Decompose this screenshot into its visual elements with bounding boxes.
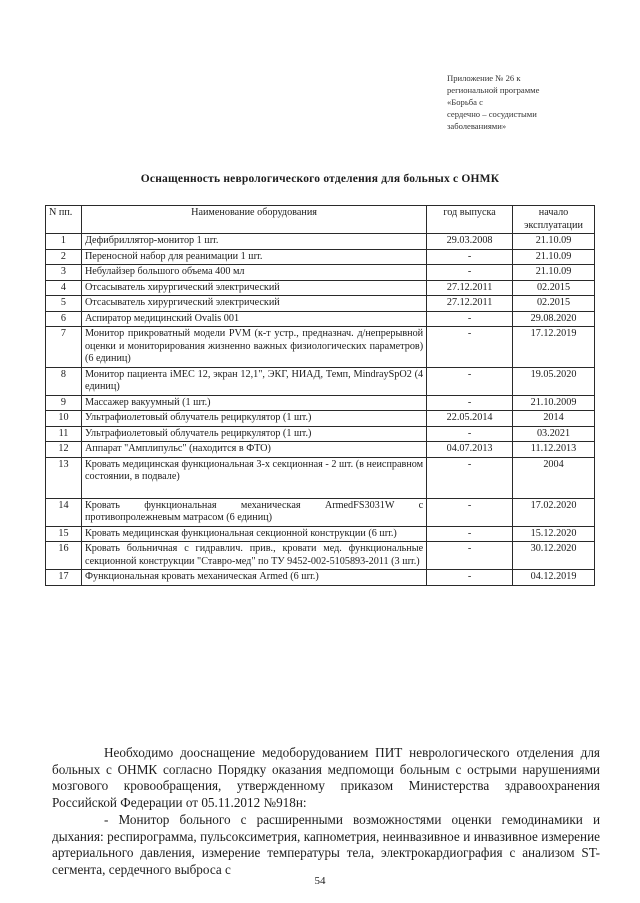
table-row	[46, 280, 595, 296]
release-year: -	[427, 249, 513, 265]
table-row	[46, 526, 595, 542]
equipment-name: Ультрафиолетовый облучатель рециркулятор (1 шт.)	[81, 426, 426, 442]
operation-start: 03.2021	[513, 426, 595, 442]
operation-start: 11.12.2013	[513, 442, 595, 458]
release-year: -	[427, 327, 513, 368]
body-text	[52, 745, 600, 879]
table-row	[46, 367, 595, 395]
appendix-line: заболеваниями»	[447, 121, 507, 131]
operation-start: 02.2015	[513, 280, 595, 296]
appendix-line: «Борьба с	[447, 97, 483, 107]
row-number: 15	[46, 526, 82, 542]
row-number: 7	[46, 327, 82, 368]
release-year: 22.05.2014	[427, 411, 513, 427]
row-number: 13	[46, 457, 82, 498]
row-number: 6	[46, 311, 82, 327]
operation-start: 2014	[513, 411, 595, 427]
table-row	[46, 395, 595, 411]
table-header-row	[46, 206, 595, 234]
release-year: -	[427, 570, 513, 586]
release-year: 27.12.2011	[427, 296, 513, 312]
equipment-table	[45, 205, 595, 586]
paragraph: - Монитор больного с расширенными возможностями оценки гемодинамики и дыхания: респирограмма, пульсоксиметрия, капнометрия, неинвазивное и инвазивное измерение артериального давления, измерение температуры тела, электрокардиография с анализом ST-сегмента, сердечного выброса с	[52, 811, 600, 877]
operation-start: 15.12.2020	[513, 526, 595, 542]
table-row	[46, 249, 595, 265]
release-year: -	[427, 265, 513, 281]
table-row	[46, 542, 595, 570]
table-row	[46, 570, 595, 586]
operation-start: 02.2015	[513, 296, 595, 312]
table-row	[46, 234, 595, 250]
operation-start: 2004	[513, 457, 595, 498]
row-number: 5	[46, 296, 82, 312]
row-number: 2	[46, 249, 82, 265]
equipment-name: Ультрафиолетовый облучатель рециркулятор (1 шт.)	[81, 411, 426, 427]
row-number: 1	[46, 234, 82, 250]
operation-start: 21.10.09	[513, 265, 595, 281]
row-number: 10	[46, 411, 82, 427]
appendix-note	[447, 72, 617, 132]
table-row	[46, 311, 595, 327]
operation-start: 21.10.2009	[513, 395, 595, 411]
equipment-name: Кровать функциональная механическая ArmedFS3031W с противопролежневым матрасом (6 единиц)	[81, 498, 426, 526]
equipment-name: Переносной набор для реанимации 1 шт.	[81, 249, 426, 265]
release-year: -	[427, 542, 513, 570]
table-row	[46, 442, 595, 458]
release-year: -	[427, 367, 513, 395]
release-year: -	[427, 311, 513, 327]
equipment-name: Кровать медицинская функциональная 3-х секционная - 2 шт. (в неисправном состоянии, в подвале)	[81, 457, 426, 498]
table-body	[46, 234, 595, 586]
document-title: Оснащенность неврологического отделения для больных с ОНМК	[140, 173, 500, 185]
table-row	[46, 296, 595, 312]
release-year: -	[427, 457, 513, 498]
row-number: 3	[46, 265, 82, 281]
page-number: 54	[314, 875, 326, 887]
row-number: 8	[46, 367, 82, 395]
equipment-name: Кровать больничная с гидравлич. прив., кровати мед. функциональные секционной конструкции "Ставро-мед" по ТУ 9452-002-5105893-2011 (3 шт.)	[81, 542, 426, 570]
release-year: -	[427, 498, 513, 526]
equipment-name: Небулайзер большого объема 400 мл	[81, 265, 426, 281]
row-number: 14	[46, 498, 82, 526]
equipment-name: Отсасыватель хирургический электрический	[81, 296, 426, 312]
operation-start: 19.05.2020	[513, 367, 595, 395]
header-start: начало эксплуатации	[513, 206, 595, 234]
equipment-name: Монитор прикроватный модели PVM (к-т устр., предназнач. д/непрерывной оценки и мониторирования жизненно важных физиологических параметров) (6 единиц)	[81, 327, 426, 368]
equipment-name: Функциональная кровать механическая Armed (6 шт.)	[81, 570, 426, 586]
header-num: N пп.	[46, 206, 82, 234]
operation-start: 17.12.2019	[513, 327, 595, 368]
paragraph: Необходимо дооснащение медоборудованием ПИТ неврологического отделения для больных с ОНМК согласно Порядку оказания медпомощи больным с острыми нарушениями мозгового кровообращения, утвержденному приказом Министерства здравоохранения Российской Федерации от 05.11.2012 №918н:	[52, 745, 600, 811]
appendix-line: региональной программе	[447, 85, 540, 95]
appendix-line: сердечно – сосудистыми	[447, 109, 537, 119]
header-year: год выпуска	[427, 206, 513, 234]
operation-start: 04.12.2019	[513, 570, 595, 586]
table-row	[46, 426, 595, 442]
release-year: -	[427, 426, 513, 442]
row-number: 16	[46, 542, 82, 570]
row-number: 4	[46, 280, 82, 296]
equipment-name: Аппарат "Амплипульс" (находится в ФТО)	[81, 442, 426, 458]
operation-start: 21.10.09	[513, 234, 595, 250]
equipment-name: Монитор пациента iMEC 12, экран 12,1", ЭКГ, НИАД, Темп, MindraySpO2 (4 единиц)	[81, 367, 426, 395]
equipment-name: Аспиратор медицинский Ovalis 001	[81, 311, 426, 327]
release-year: -	[427, 526, 513, 542]
equipment-name: Кровать медицинская функциональная секционной конструкции (6 шт.)	[81, 526, 426, 542]
row-number: 12	[46, 442, 82, 458]
row-number: 9	[46, 395, 82, 411]
row-number: 11	[46, 426, 82, 442]
table-row	[46, 411, 595, 427]
operation-start: 21.10.09	[513, 249, 595, 265]
release-year: 27.12.2011	[427, 280, 513, 296]
table-row	[46, 327, 595, 368]
release-year: -	[427, 395, 513, 411]
operation-start: 30.12.2020	[513, 542, 595, 570]
table-row	[46, 498, 595, 526]
table-row	[46, 457, 595, 498]
release-year: 29.03.2008	[427, 234, 513, 250]
equipment-name: Дефибриллятор-монитор 1 шт.	[81, 234, 426, 250]
row-number: 17	[46, 570, 82, 586]
equipment-name: Массажер вакуумный (1 шт.)	[81, 395, 426, 411]
table-row	[46, 265, 595, 281]
appendix-line: Приложение № 26 к	[447, 73, 521, 83]
equipment-name: Отсасыватель хирургический электрический	[81, 280, 426, 296]
operation-start: 29.08.2020	[513, 311, 595, 327]
operation-start: 17.02.2020	[513, 498, 595, 526]
release-year: 04.07.2013	[427, 442, 513, 458]
header-name: Наименование оборудования	[81, 206, 426, 234]
